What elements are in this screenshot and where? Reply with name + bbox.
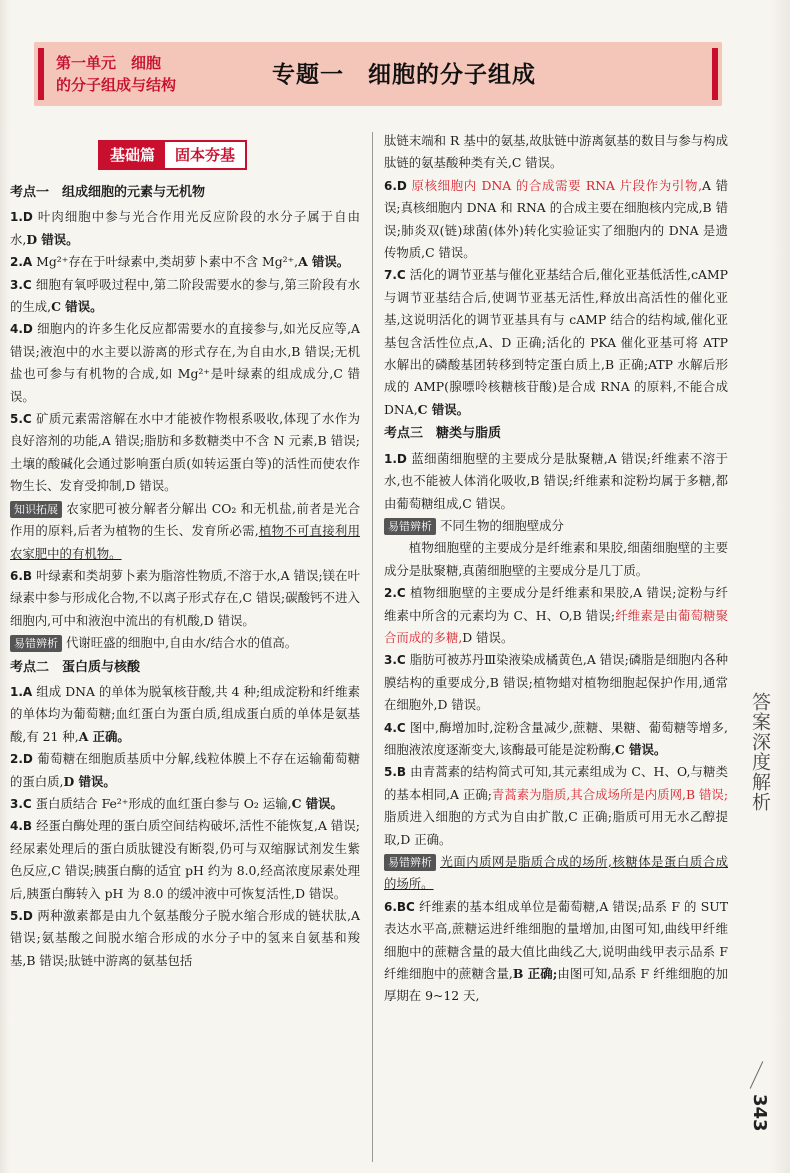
answer-item: 2.A Mg²⁺存在于叶绿素中,类胡萝卜素中不含 Mg²⁺,A 错误。 (10, 254, 350, 270)
section-tag (98, 140, 247, 170)
answer-continuation: 肽链末端和 R 基中的氨基,故肽链中游离氨基的数目与参与构成肽链的氨基酸种类有关,C 错误。 (384, 133, 728, 171)
topic-heading-1: 考点一 组成细胞的元素与无机物 (10, 185, 206, 200)
topic-heading-3: 考点三 糖类与脂质 (384, 426, 502, 442)
chapter-banner (34, 42, 722, 106)
error-note: 易错辨析 光面内质网是脂质合成的场所,核糖体是蛋白质合成的场所。 (384, 854, 728, 892)
error-note-body: 植物细胞壁的主要成分是纤维素和果胶,细菌细胞壁的主要成分是肽聚糖,真菌细胞壁的主要成分是几丁质。 (384, 540, 728, 578)
banner-left-bar (38, 48, 44, 100)
note-tag: 知识拓展 (10, 501, 62, 518)
side-section-label: 答案深度解析 (749, 692, 771, 812)
error-note: 易错辨析 不同生物的细胞壁成分 (384, 515, 728, 537)
answer-item: 6.BC 纤维素的基本组成单位是葡萄糖,A 错误;品系 F 的 SUT 表达水平高,蔗糖运进纤维细胞的量增加,由图可知,曲线甲纤维细胞中的蔗糖含量的最大值比曲线乙大,说明曲线甲表示品系 F 纤维细胞中的蔗糖含量,B 正确;由图可知,品系 F 纤维细胞的加厚期在 9~12 天, (384, 898, 728, 1004)
banner-right-bar (712, 48, 718, 100)
answer-item: 1.A 组成 DNA 的单体为脱氧核苷酸,共 4 种;组成淀粉和纤维素的单体均为葡萄糖;血红蛋白为蛋白质,组成蛋白质的单体是氨基酸,有 21 种,A 正确。 (10, 683, 360, 744)
answer-item: 1.D 蓝细菌细胞壁的主要成分是肽聚糖,A 错误;纤维素不溶于水,也不能被人体消化吸收,B 错误;纤维素和淀粉均属于多糖,都由葡萄糖组成,C 错误。 (384, 450, 728, 511)
knowledge-note: 知识拓展 农家肥可被分解者分解出 CO₂ 和无机盐,前者是光合作用的原料,后者为植物的生长、发育所必需,植物不可直接利用农家肥中的有机物。 (10, 500, 360, 561)
answer-item: 3.C 蛋白质结合 Fe²⁺形成的血红蛋白参与 O₂ 运输,C 错误。 (10, 795, 343, 811)
column-divider (372, 132, 373, 1162)
unit-line-2: 的分子组成与结构 (56, 76, 177, 94)
error-note: 易错辨析 代谢旺盛的细胞中,自由水/结合水的值高。 (10, 632, 360, 654)
right-column (384, 130, 728, 1008)
answer-item: 1.D 叶肉细胞中参与光合作用光反应阶段的水分子属于自由水,D 错误。 (10, 209, 360, 247)
answer-item: 3.C 细胞有氧呼吸过程中,第二阶段需要水的参与,第三阶段有水的生成,C 错误。 (10, 276, 360, 315)
page-number: 343 (749, 1094, 770, 1132)
answer-item: 5.D 两种激素都是由九个氨基酸分子脱水缩合形成的链状肽,A 错误;氨基酸之间脱水缩合形成的水分子中的氢来自氨基和羧基,B 错误;肽链中游离的氨基包括 (10, 908, 360, 968)
note-tag: 易错辨析 (384, 518, 436, 535)
answer-item: 4.D 细胞内的许多生化反应都需要水的直接参与,如光反应等,A 错误;液泡中的水主要以游离的形式存在,为自由水,B 错误;无机盐也可参与有机物的合成,如 Mg²⁺是叶绿素的组成成分,C 错误。 (10, 321, 360, 404)
note-tag: 易错辨析 (384, 854, 436, 871)
note-tag: 易错辨析 (10, 635, 62, 652)
answer-item: 5.C 矿质元素需溶解在水中才能被作物根系吸收,体现了水作为良好溶剂的功能,A 错误;脂肪和多数糖类中不含 N 元素,B 错误;土壤的酸碱化会通过影响蛋白质(如转运蛋白等)的活性而使农作物生长、发育受抑制,D 错误。 (10, 411, 360, 494)
answer-item: 2.D 葡萄糖在细胞质基质中分解,线粒体膜上不存在运输葡萄糖的蛋白质,D 错误。 (10, 751, 360, 789)
answer-item: 4.C 图中,酶增加时,淀粉含量减少,蔗糖、果糖、葡萄糖等增多,细胞液浓度逐渐变大,该酶最可能是淀粉酶,C 错误。 (384, 719, 728, 757)
chapter-title: 专题一 细胞的分子组成 (272, 62, 536, 88)
topic-heading-2: 考点二 蛋白质与核酸 (10, 659, 141, 675)
answer-item: 7.C 活化的调节亚基与催化亚基结合后,催化亚基低活性,cAMP 与调节亚基结合后,使调节亚基无活性,释放出高活性的催化亚基,这说明活化的调节亚基具有与 cAMP 结合的结构域,催化亚基包含活性位点,A、D 正确;活化的 PKA 催化亚基可将 ATP 水解出的磷酸基团转移到特定蛋白质上,B 正确;ATP 水解后形成的 AMP(腺嘌呤核糖核苷酸)是合成 RNA 的原料,不能合成 DNA,C 错误。 (384, 267, 728, 417)
left-column (10, 180, 360, 972)
answer-item: 6.D 原核细胞内 DNA 的合成需要 RNA 片段作为引物,A 错误;真核细胞内 DNA 和 RNA 的合成主要在细胞核内完成,B 错误;肺炎双(链)球菌(体外)转化实验证实了细胞内的 DNA 是遗传物质,C 错误。 (384, 177, 728, 261)
answer-item: 3.C 脂肪可被苏丹Ⅲ染液染成橘黄色,A 错误;磷脂是细胞内各种膜结构的重要成分,B 错误;植物蜡对植物细胞起保护作用,通常在细胞外,D 错误。 (384, 652, 728, 713)
section-sub: 固本夯基 (175, 146, 236, 164)
answer-item: 4.B 经蛋白酶处理的蛋白质空间结构破坏,活性不能恢复,A 错误;经尿素处理后的蛋白质肽键没有断裂,仍可与双缩脲试剂发生紫色反应,C 错误;胰蛋白酶的适宜 pH 约为 8.0,经高浓度尿素处理后,胰蛋白酶转入 pH 为 8.0 的缓冲液中可恢复活性,D 错误。 (10, 818, 360, 901)
answer-item: 2.C 植物细胞壁的主要成分是纤维素和果胶,A 错误;淀粉与纤维素中所含的元素均为 C、H、O,B 错误;纤维素是由葡萄糖聚合而成的多糖,D 错误。 (384, 585, 728, 645)
answer-item: 5.B 由青蒿素的结构简式可知,其元素组成为 C、H、O,与糖类的基本相同,A 正确;青蒿素为脂质,其合成场所是内质网,B 错误;脂质进入细胞的方式为自由扩散,C 正确;脂质可用无水乙醇提取,D 正确。 (384, 764, 728, 847)
unit-line-1: 第一单元 细胞 (56, 54, 162, 72)
unit-label (56, 52, 226, 96)
section-label: 基础篇 (100, 142, 165, 168)
answer-item: 6.B 叶绿素和类胡萝卜素为脂溶性物质,不溶于水,A 错误;镁在叶绿素中参与形成化合物,不以离子形式存在,C 错误;碳酸钙不进入细胞内,可中和液泡中流出的有机酸,D 错误。 (10, 567, 360, 628)
